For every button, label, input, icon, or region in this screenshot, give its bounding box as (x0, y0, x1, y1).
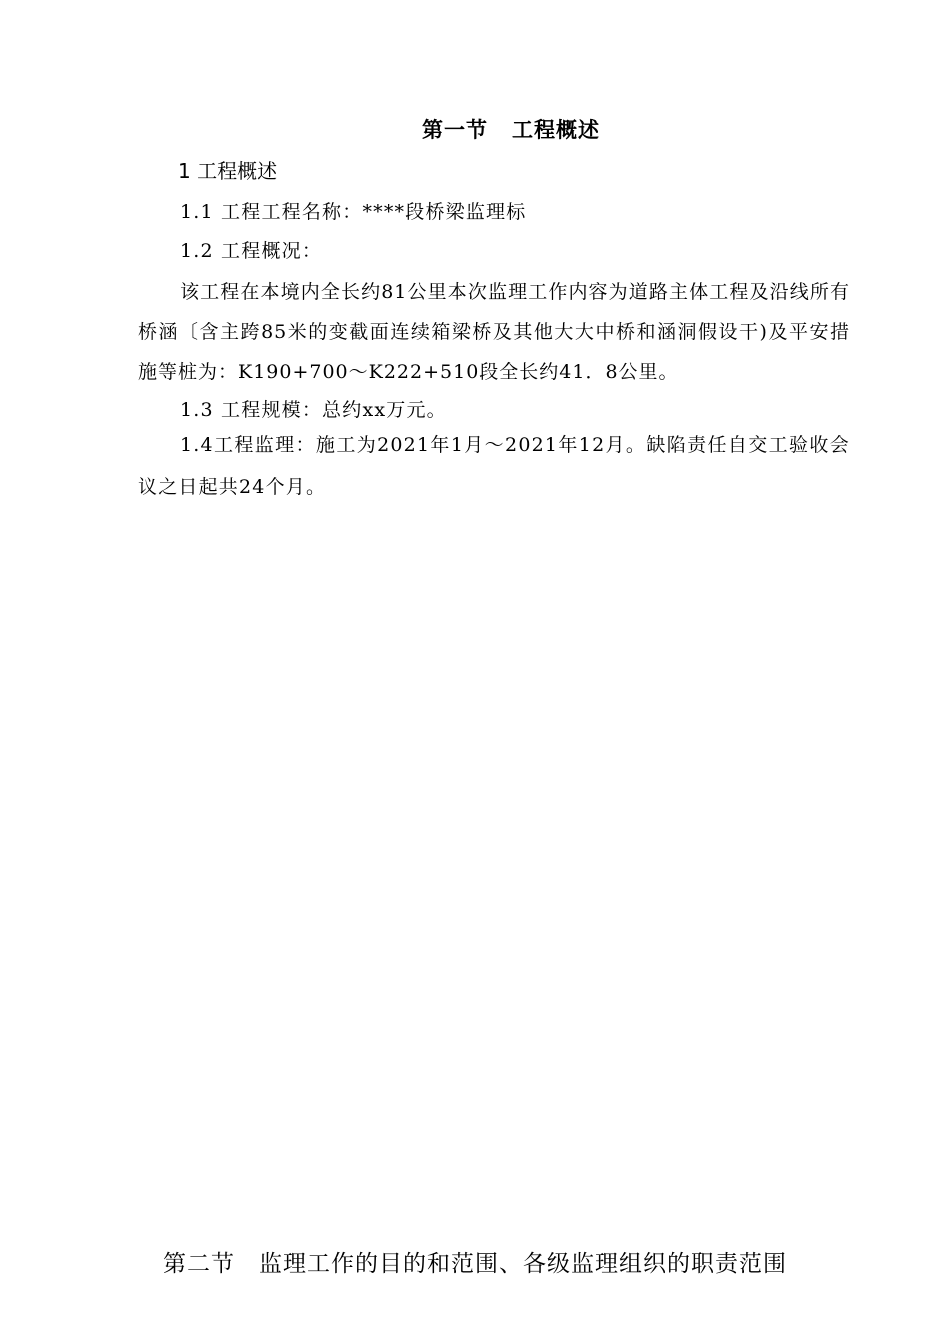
section-2-title (0, 1245, 950, 1278)
project-name-line: 1.1 工程工程名称：****段桥梁监理标 (180, 201, 527, 223)
project-supervision-paragraph: 1.4工程监理：施工为2021年1月～2021年12月。缺陷责任自交工验收会议之日起共24个月。 (138, 434, 850, 498)
section-1-number: 第一节 (422, 118, 488, 142)
heading-1: 1 工程概述 (178, 159, 278, 183)
project-scale-line: 1.3 工程规模：总约xx万元。 (180, 399, 447, 421)
section-1-title (36, 114, 950, 144)
section-2-number: 第二节 (163, 1251, 235, 1277)
project-overview-paragraph: 该工程在本境内全长约81公里本次监理工作内容为道路主体工程及沿线所有桥涵〔含主跨85米的变截面连续箱梁桥及其他大大中桥和涵洞假设干)及平安措施等桩为：K190+700～K222+510段全长约41．8公里。 (138, 281, 850, 383)
project-overview-label: 1.2 工程概况： (180, 240, 323, 262)
section-2-name: 监理工作的目的和范围、各级监理组织的职责范围 (259, 1251, 787, 1277)
section-1-name: 工程概述 (512, 118, 600, 142)
